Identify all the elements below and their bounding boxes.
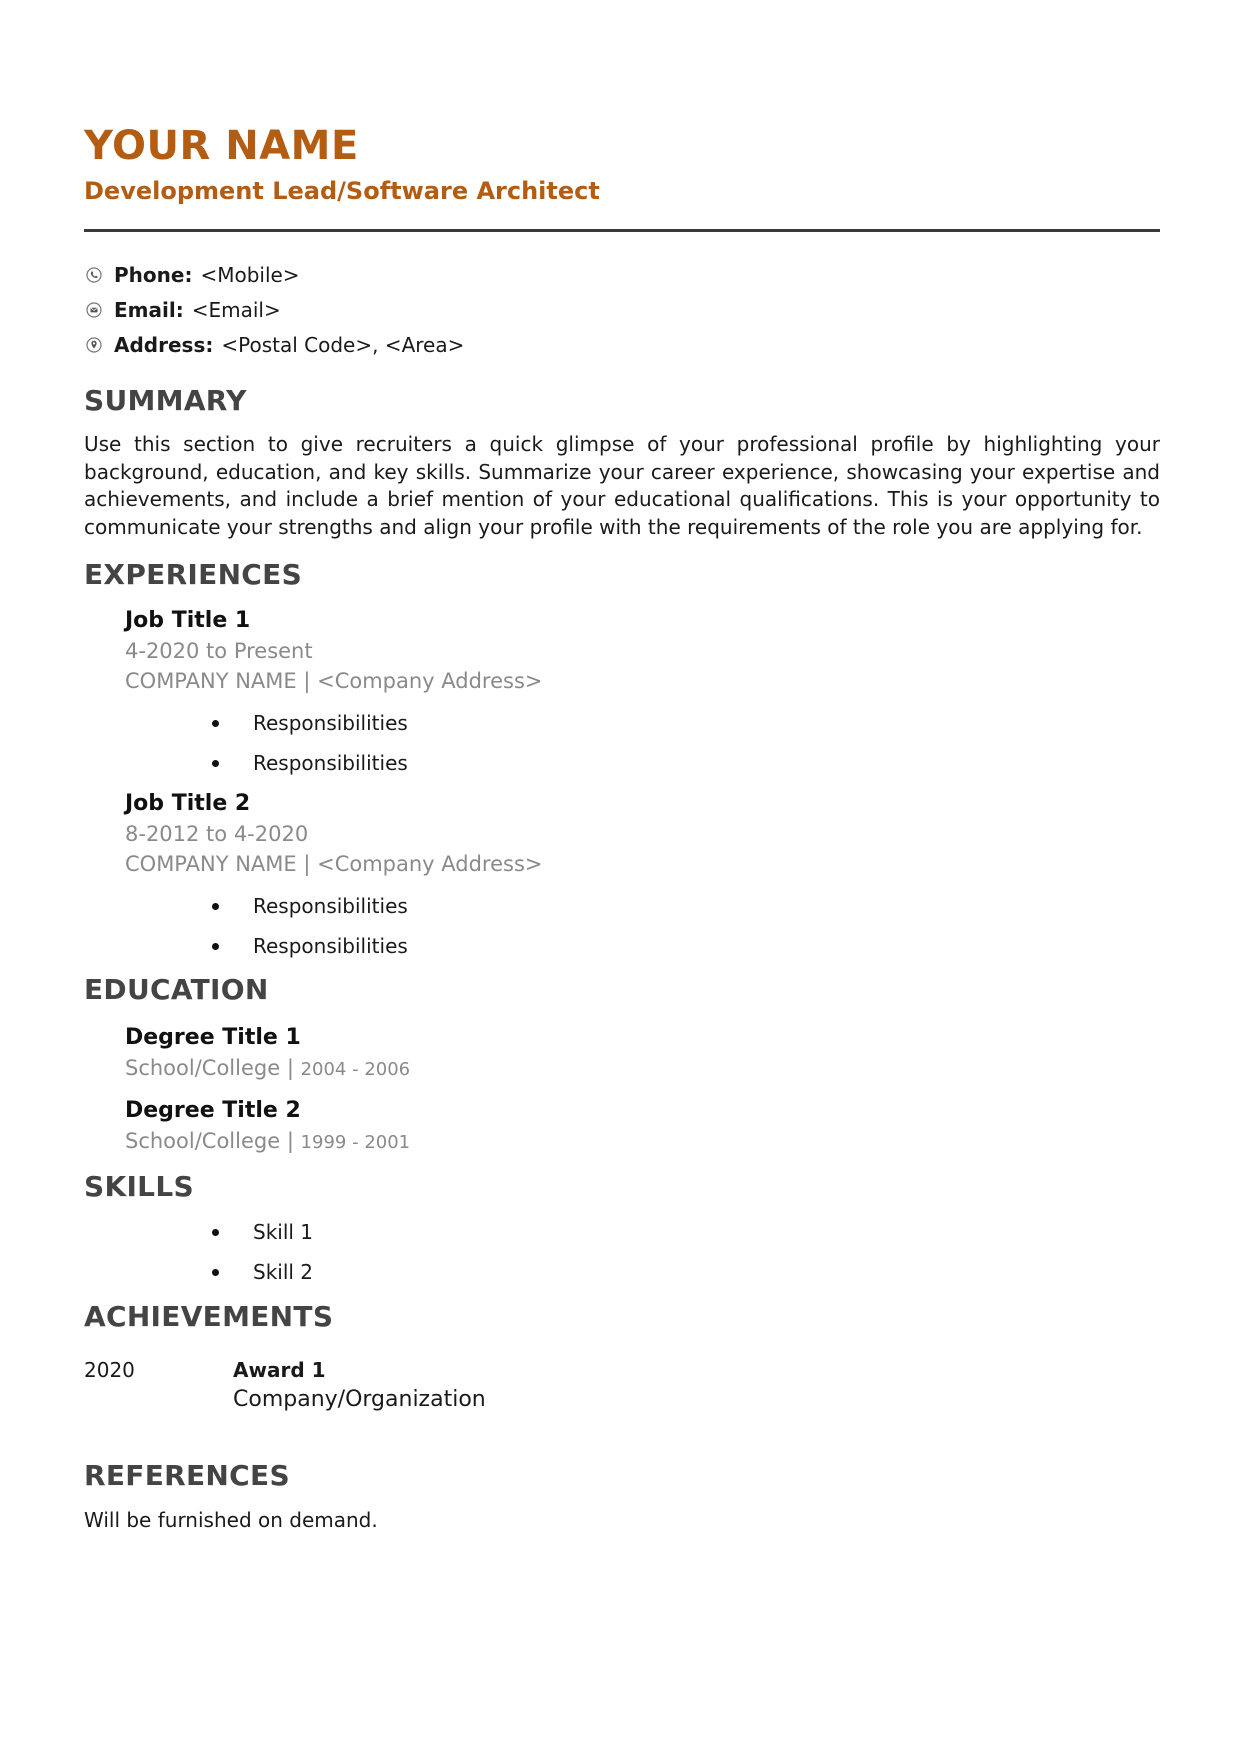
phone-icon bbox=[86, 267, 102, 283]
bullet-icon bbox=[212, 943, 219, 950]
phone-value: <Mobile> bbox=[200, 263, 300, 287]
job-company: COMPANY NAME | <Company Address> bbox=[125, 669, 543, 693]
skill-text: Skill 2 bbox=[253, 1260, 314, 1284]
achievement-award: Award 1 bbox=[233, 1358, 326, 1382]
bullet-icon bbox=[212, 760, 219, 767]
school-name: School/College | bbox=[125, 1129, 301, 1153]
skill-text: Skill 1 bbox=[253, 1220, 314, 1244]
list-item bbox=[212, 932, 408, 960]
degree-title: Degree Title 1 bbox=[125, 1025, 301, 1050]
contact-email bbox=[84, 295, 281, 325]
phone-label: Phone: bbox=[114, 263, 193, 287]
job-dates: 4-2020 to Present bbox=[125, 639, 313, 663]
job-dates: 8-2012 to 4-2020 bbox=[125, 822, 309, 846]
skills-heading: SKILLS bbox=[84, 1170, 194, 1203]
education-heading: EDUCATION bbox=[84, 973, 269, 1006]
responsibility-text: Responsibilities bbox=[253, 711, 408, 735]
bullet-icon bbox=[212, 1229, 219, 1236]
candidate-title: Development Lead/Software Architect bbox=[84, 177, 600, 205]
responsibility-text: Responsibilities bbox=[253, 934, 408, 958]
candidate-name: YOUR NAME bbox=[84, 123, 359, 169]
email-value: <Email> bbox=[191, 298, 281, 322]
job-title: Job Title 2 bbox=[125, 791, 251, 816]
list-item bbox=[212, 892, 408, 920]
achievement-organization: Company/Organization bbox=[233, 1387, 486, 1412]
job-title: Job Title 1 bbox=[125, 608, 251, 633]
degree-title: Degree Title 2 bbox=[125, 1098, 301, 1123]
email-label: Email: bbox=[114, 298, 184, 322]
contact-address bbox=[84, 330, 464, 360]
bullet-icon bbox=[212, 1269, 219, 1276]
job-company: COMPANY NAME | <Company Address> bbox=[125, 852, 543, 876]
school-name: School/College | bbox=[125, 1056, 301, 1080]
email-icon bbox=[86, 302, 102, 318]
degree-school bbox=[125, 1054, 410, 1084]
list-item bbox=[212, 749, 408, 777]
summary-heading: SUMMARY bbox=[84, 384, 247, 417]
references-heading: REFERENCES bbox=[84, 1459, 290, 1492]
degree-school bbox=[125, 1127, 410, 1157]
responsibility-text: Responsibilities bbox=[253, 894, 408, 918]
list-item bbox=[212, 709, 408, 737]
header-divider bbox=[84, 229, 1160, 232]
achievements-heading: ACHIEVEMENTS bbox=[84, 1300, 334, 1333]
degree-years: 2004 - 2006 bbox=[300, 1059, 411, 1080]
address-value: <Postal Code>, <Area> bbox=[221, 333, 465, 357]
address-label: Address: bbox=[114, 333, 214, 357]
location-pin-icon bbox=[86, 337, 102, 353]
bullet-icon bbox=[212, 720, 219, 727]
responsibility-text: Responsibilities bbox=[253, 751, 408, 775]
degree-years: 1999 - 2001 bbox=[300, 1132, 411, 1153]
list-item bbox=[212, 1258, 313, 1286]
contact-phone bbox=[84, 260, 300, 290]
references-text: Will be furnished on demand. bbox=[84, 1508, 378, 1532]
achievement-year: 2020 bbox=[84, 1358, 135, 1382]
experiences-heading: EXPERIENCES bbox=[84, 558, 303, 591]
bullet-icon bbox=[212, 903, 219, 910]
summary-text: Use this section to give recruiters a quick glimpse of your professional profile by highlighting your background, education, and key skills. Summarize your career experience, showcasing your expertise and achievements, and include a brief mention of your educational qualifications. This is your opportunity to communicate your strengths and align your profile with the requirements of the role you are applying for. bbox=[84, 432, 1160, 539]
list-item bbox=[212, 1218, 313, 1246]
